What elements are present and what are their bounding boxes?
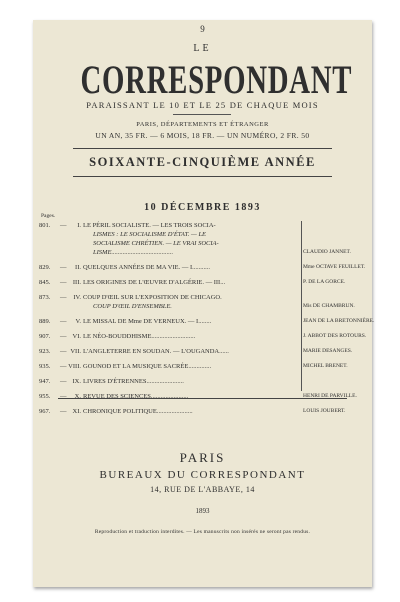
toc-title-line: CHRONIQUE POLITIQUE...................... [83, 408, 193, 415]
toc-title-line: QUELQUES ANNÉES DE MA VIE. — I........... [83, 264, 210, 271]
publication-year: 1893 [195, 507, 210, 515]
publication-frequency: PARAISSANT LE 10 ET LE 25 DE CHAQUE MOIS [86, 100, 319, 110]
cover-page [33, 20, 375, 587]
toc-title [83, 278, 308, 287]
toc-page-number: 889. [39, 318, 51, 325]
toc-dash: — [60, 222, 67, 229]
toc-author: LOUIS JOUBERT. [303, 408, 346, 414]
toc-author: MARIE DESANGES. [303, 348, 353, 354]
toc-title-line: LE PÉRIL SOCIALISTE. — LES TROIS SOCIA- [83, 222, 216, 229]
toc-page-number: 923. [39, 348, 51, 355]
toc-author: Mme OCTAVE FEUILLET. [303, 264, 366, 270]
toc-title [83, 392, 308, 401]
divider-lower [58, 398, 347, 399]
toc-title [83, 347, 308, 356]
page-number: 9 [200, 24, 205, 34]
publisher-city: PARIS [179, 450, 226, 465]
toc-dash: — [60, 279, 67, 286]
pages-label: Pages. [41, 213, 56, 219]
toc-dash: — [60, 294, 67, 301]
toc-page-number: 801. [39, 222, 51, 229]
toc-roman-numeral: III. [72, 279, 81, 286]
subscription-prices: UN AN, 35 FR. — 6 MOIS, 18 FR. — UN NUMÉRO, 2 FR. 50 [95, 131, 310, 140]
toc-page-number: 967. [39, 408, 51, 415]
toc-title-line: L'ANGLETERRE EN SOUDAN. — L'OUGANDA...... [83, 348, 229, 355]
toc-title-line: LISMES : LE SOCIALISME D'ÉTAT. — LE [93, 231, 207, 238]
toc-roman-numeral: VIII. [68, 363, 81, 370]
toc-title-line: LE MISSAL DE Mme DE VERNEUX. — I........ [83, 318, 212, 325]
toc-page-number: 947. [39, 378, 51, 385]
toc-roman-numeral: I. [77, 222, 81, 229]
toc-roman-numeral: IX. [72, 378, 81, 385]
toc-roman-numeral: X. [74, 393, 81, 400]
toc-title-line: COUP D'ŒIL D'ENSEMBLE. [93, 303, 172, 310]
toc-page-number: 955. [39, 393, 51, 400]
toc-page-number: 845. [39, 279, 51, 286]
subscription-regions: PARIS, DÉPARTEMENTS ET ÉTRANGER [136, 121, 269, 128]
toc-author: MICHEL BRENET. [303, 363, 348, 369]
toc-dash: — [60, 264, 67, 271]
toc-roman-numeral: VI. [72, 333, 81, 340]
toc-title [83, 377, 308, 386]
toc-title [83, 407, 308, 416]
divider-mid [73, 176, 332, 177]
divider-top [73, 148, 332, 149]
toc-title [83, 263, 308, 272]
toc-title-line: REVUE DES SCIENCES....................... [83, 393, 189, 400]
toc-title [83, 221, 308, 257]
subtitle-divider [173, 114, 231, 115]
masthead-article: LE [193, 43, 212, 54]
toc-dash: — [60, 378, 67, 385]
toc-roman-numeral: V. [75, 318, 81, 325]
toc-author: Mis DE CHAMBRUN. [303, 303, 355, 309]
toc-roman-numeral: VII. [70, 348, 81, 355]
toc-title-line: LISME...................................... [93, 249, 174, 256]
toc-title-line: LE NÉO-BOUDDHISME........................... [83, 333, 196, 340]
toc-dash: — [60, 333, 67, 340]
issue-date: 10 DÉCEMBRE 1893 [144, 202, 261, 213]
toc-title-line: LES ORIGINES DE L'ŒUVRE D'ALGÉRIE. — III... [83, 279, 226, 286]
toc-title-line: GOUNOD ET LA MUSIQUE SACRÉE.............. [83, 363, 212, 370]
toc-dash: — [60, 363, 67, 370]
toc-author: CLAUDIO JANNET. [303, 249, 351, 255]
toc-page-number: 935. [39, 363, 51, 370]
masthead-title: CORRESPONDANT [80, 57, 353, 102]
toc-page-number: 873. [39, 294, 51, 301]
toc-author: JEAN DE LA BRETONNIÈRE. [303, 318, 375, 324]
toc-page-number: 907. [39, 333, 51, 340]
toc-title [83, 332, 308, 341]
toc-dash: — [60, 408, 67, 415]
toc-page-number: 829. [39, 264, 51, 271]
toc-title [83, 293, 308, 311]
toc-dash: — [60, 348, 67, 355]
toc-roman-numeral: XI. [72, 408, 81, 415]
toc-author: J. ABBOT DES ROTOURS. [303, 333, 367, 339]
toc-title-line: SOCIALISME CHRÉTIEN. — LE VRAI SOCIA- [93, 240, 219, 247]
toc-roman-numeral: II. [75, 264, 81, 271]
year-of-publication: SOIXANTE-CINQUIÈME ANNÉE [89, 155, 316, 169]
toc-dash: — [60, 393, 67, 400]
toc-roman-numeral: IV. [73, 294, 81, 301]
publisher-name: BUREAUX DU CORRESPONDANT [99, 469, 306, 481]
publisher-address: 14, RUE DE L'ABBAYE, 14 [150, 485, 255, 494]
toc-dash: — [60, 318, 67, 325]
toc-title-line: COUP D'ŒIL SUR L'EXPOSITION DE CHICAGO. [83, 294, 222, 301]
toc-title [83, 317, 308, 326]
rights-notice: Reproduction et traduction interdites. — Les manuscrits non insérés ne seront pas rendus. [94, 529, 311, 535]
toc-author: P. DE LA GORCE. [303, 279, 346, 285]
toc-title-line: LIVRES D'ÉTRENNES....................... [83, 378, 184, 385]
toc-title [83, 362, 308, 371]
toc-author: HENRI DE PARVILLE. [303, 393, 357, 399]
